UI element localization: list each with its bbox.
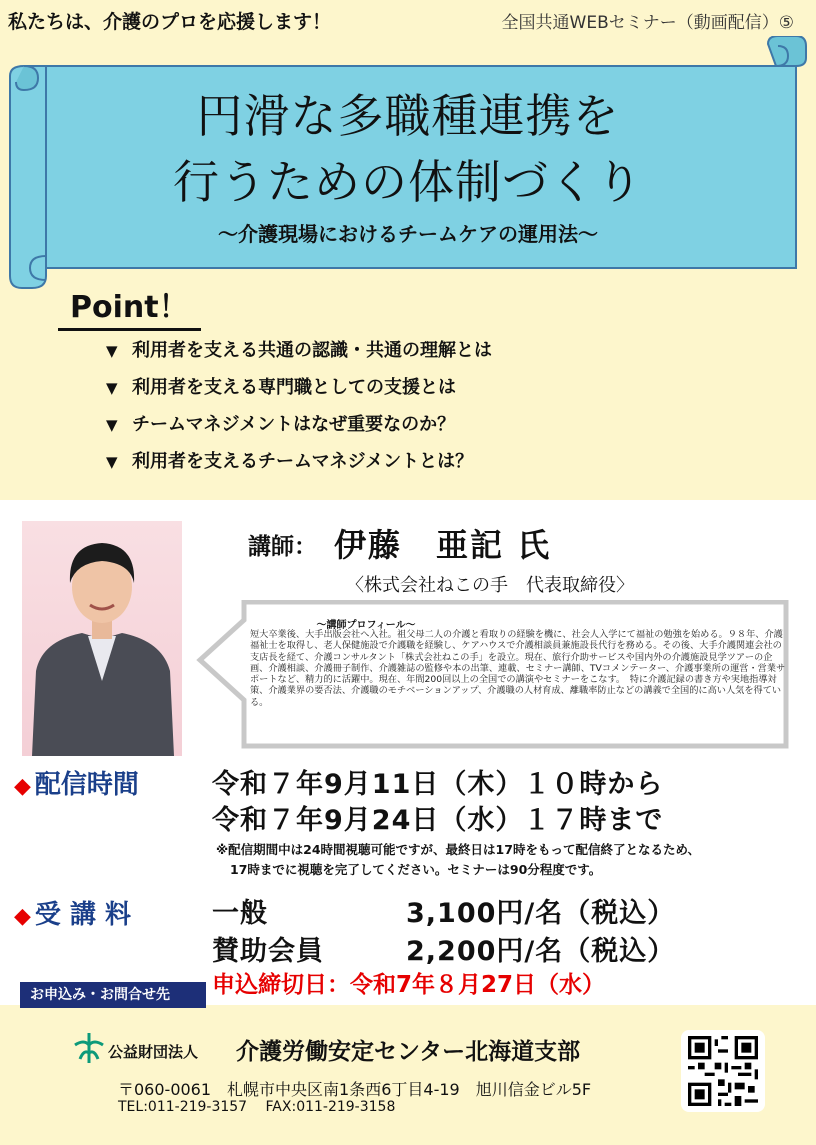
lecturer-label: 講師： — [248, 534, 317, 560]
address: 〒060-0061 札幌市中央区南1条西6丁目4-19 旭川信金ビル5F — [118, 1080, 592, 1099]
diamond-icon: ◆ — [14, 774, 31, 799]
lecturer-organization: 〈株式会社ねこの手 代表取締役〉 — [346, 575, 634, 596]
schedule-end: 令和７年9月24日（水）１７時まで — [212, 805, 664, 836]
triangle-down-icon: ▼ — [106, 379, 118, 397]
phone-fax: TEL:011-219-3157 FAX:011-219-3158 — [118, 1099, 396, 1115]
point-item: ▼ 利用者を支える共通の認識・共通の理解とは — [106, 338, 492, 375]
lecturer-name: 伊藤 亜記 氏 — [334, 526, 552, 564]
point-heading: Point！ — [58, 288, 201, 331]
profile-text: 短大卒業後、大手出版会社へ入社。祖父母二人の介護と看取りの経験を機に、社会人入学にて福祉の勉強を始める。９８年、介護福祉士を取得し、老人保健施設で介護職を経験し、ケアハウスで介護相談員兼施設長代行を務める。その後、大手介護関連会社の支店長を経て、介護コンサルタント「株式会社ねこの手」を設立。現在、旅行介助サービスや国内外の介護施設見学ツアーの企画、介護相談、介護冊子制作、介護雑誌の監修や本の出筆、連載、セミナー講師、TVコメンテーター、介護事業所の運営・営業サポートなど、精力的に活躍中。現在、年間200回以上の全国での講演やセミナーをこなす。 特に介護記録の書き方や実地指導対策、介護業界の要否法、介護職のモチベーションアップ、介護職の人材育成、離職率防止などの講義で全国的に高い人気を得ている。 — [250, 629, 786, 708]
schedule-note-2: 17時までに視聴を完了してください。セミナーは90分程度です。 — [230, 862, 602, 877]
fee-member-price: 2,200円/名（税込） — [406, 936, 676, 967]
fee-member-label: 賛助会員 — [212, 936, 324, 967]
schedule-note-1: ※配信期間中は24時間視聴可能ですが、最終日は17時をもって配信終了となるため、 — [216, 842, 700, 857]
qr-code-pattern — [687, 1036, 759, 1106]
diamond-icon: ◆ — [14, 904, 31, 929]
subtitle: 〜介護現場におけるチームケアの運用法〜 — [218, 222, 598, 246]
triangle-down-icon: ▼ — [106, 416, 118, 434]
person-portrait-icon — [22, 521, 182, 756]
series-label: 全国共通WEBセミナー（動画配信）⑤ — [501, 13, 794, 33]
organization-name: 介護労働安定センター北海道支部 — [236, 1039, 581, 1065]
application-deadline: 申込締切日：令和7年８月27日（水） — [212, 972, 606, 998]
title-line-2: 行うための体制づくり — [173, 155, 643, 209]
point-list — [106, 338, 492, 486]
triangle-down-icon: ▼ — [106, 453, 118, 471]
fee-general-label: 一般 — [212, 898, 268, 929]
point-item: ▼ 利用者を支える専門職としての支援とは — [106, 375, 492, 412]
triangle-down-icon: ▼ — [106, 342, 118, 360]
point-item: ▼ 利用者を支えるチームマネジメントとは？ — [106, 449, 492, 486]
slogan: 私たちは、介護のプロを応援します！ — [8, 11, 332, 33]
organization-type: 公益財団法人 — [108, 1043, 199, 1061]
contact-tag: お申込み・お問合せ先 — [20, 982, 206, 1008]
title-line-1: 円滑な多職種連携を — [196, 89, 620, 143]
fee-label: ◆ 受 講 料 — [14, 900, 132, 930]
profile-title: 〜講師プロフィール〜 — [316, 620, 416, 631]
fee-general-price: 3,100円/名（税込） — [406, 898, 676, 929]
point-item: ▼ チームマネジメントはなぜ重要なのか？ — [106, 412, 492, 449]
lecturer-photo — [22, 521, 182, 756]
organization-logo-icon — [72, 1031, 106, 1065]
schedule-start: 令和７年9月11日（木）１０時から — [212, 769, 664, 800]
qr-code-icon[interactable] — [681, 1030, 765, 1112]
schedule-label: ◆ 配信時間 — [14, 770, 139, 800]
